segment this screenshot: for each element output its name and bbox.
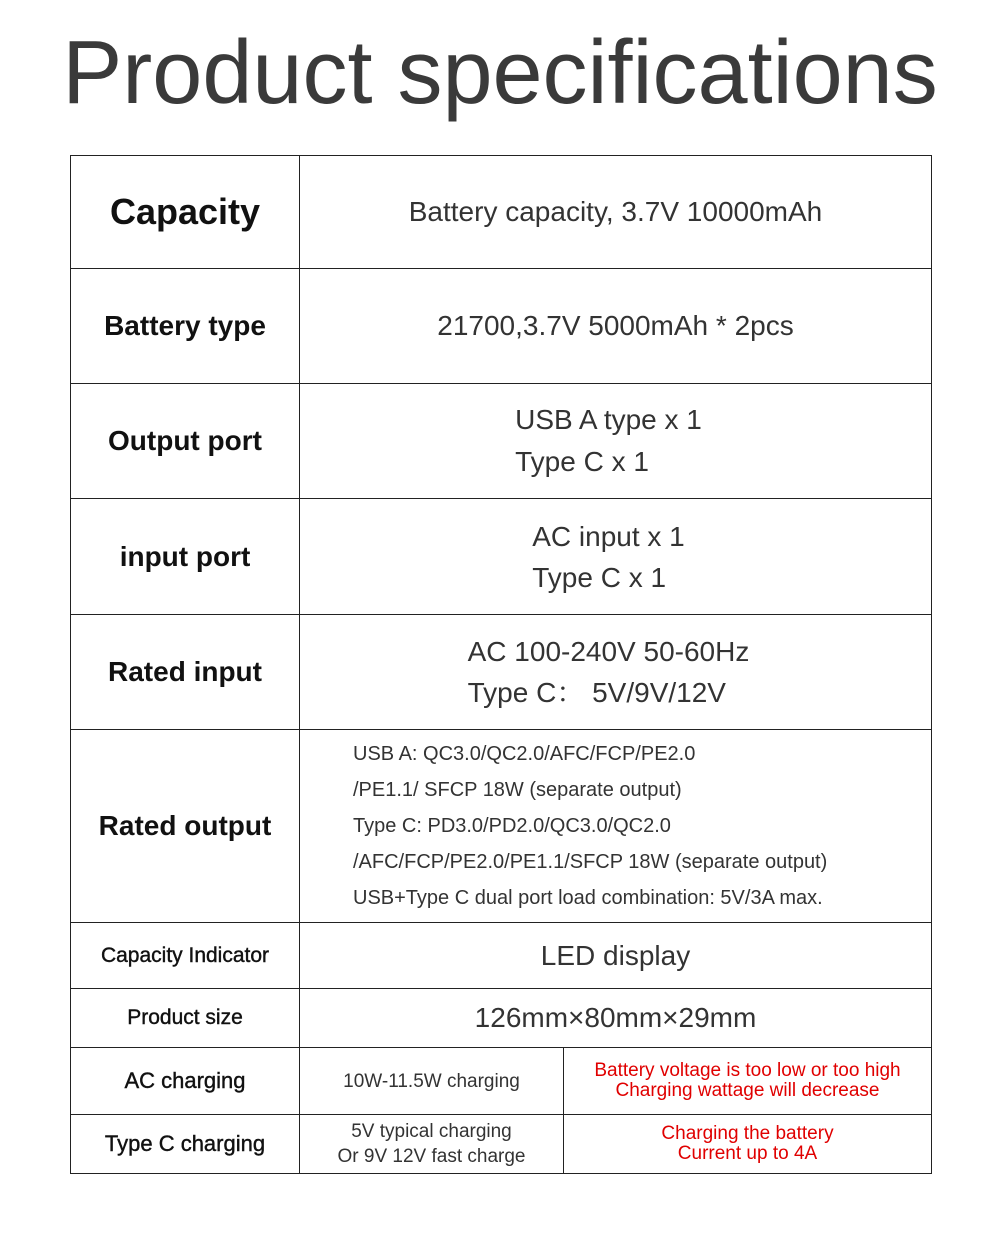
output-port-label [71, 384, 300, 499]
table-row-input-port [71, 499, 932, 615]
rated-output-line-1: USB A: QC3.0/QC2.0/AFC/FCP/PE2.0 [353, 743, 696, 765]
rated-input-label-text: Rated input [108, 656, 262, 687]
ac-charging-note-line-1: Battery voltage is too low or too high [594, 1060, 901, 1081]
capacity-value [300, 156, 932, 269]
battery-type-label [71, 269, 300, 384]
capacity-indicator-label-text: Capacity Indicator [100, 943, 270, 967]
capacity-indicator-label [71, 923, 300, 989]
ac-charging-label [71, 1048, 300, 1115]
table-row-product-size [71, 989, 932, 1048]
ac-charging-label-text: AC charging [124, 1068, 246, 1093]
table-row-ac-charging [71, 1048, 932, 1115]
type-c-charging-label [71, 1115, 300, 1174]
type-c-charging-value [300, 1115, 564, 1174]
type-c-charging-note-line-1: Charging the battery [661, 1123, 834, 1144]
battery-type-value-text: 21700,3.7V 5000mAh * 2pcs [437, 310, 794, 341]
table-row-output-port [71, 384, 932, 499]
input-port-label [71, 499, 300, 615]
rated-output-label [71, 730, 300, 923]
input-port-value [300, 499, 932, 615]
table-row-capacity [71, 156, 932, 269]
table-row-type-c-charging [71, 1115, 932, 1174]
ac-charging-note-line-2: Charging wattage will decrease [615, 1080, 880, 1101]
rated-output-line-5: USB+Type C dual port load combination: 5V/3A max. [353, 887, 823, 909]
spec-table [70, 155, 932, 1174]
input-port-lines [532, 516, 685, 598]
table-row-rated-input [71, 615, 932, 730]
output-port-line-type-c: Type C x 1 [515, 446, 649, 477]
table-row-battery-type [71, 269, 932, 384]
product-size-value-text: 126mm×80mm×29mm [474, 1002, 757, 1033]
ac-charging-note [564, 1048, 932, 1115]
type-c-charging-value-line-1: 5V typical charging [351, 1121, 512, 1142]
input-port-line-ac: AC input x 1 [532, 520, 685, 552]
page-title: Product specifications [62, 23, 938, 123]
rated-input-line-type-c: Type C： 5V/9V/12V [467, 677, 726, 708]
capacity-indicator-value-text: LED display [540, 939, 691, 971]
input-port-line-type-c: Type C x 1 [532, 561, 667, 593]
rated-output-label-text: Rated output [98, 810, 272, 841]
table-row-capacity-indicator [71, 923, 932, 989]
type-c-charging-value-line-2: Or 9V 12V fast charge [337, 1146, 526, 1167]
output-port-line-usb-a: USB A type x 1 [515, 404, 702, 435]
capacity-value-text: Battery capacity, 3.7V 10000mAh [408, 196, 823, 227]
battery-type-label-text: Battery type [104, 310, 266, 341]
rated-output-line-2: /PE1.1/ SFCP 18W (separate output) [353, 779, 682, 801]
battery-type-value [300, 269, 932, 384]
rated-output-line-4: /AFC/FCP/PE2.0/PE1.1/SFCP 18W (separate output) [353, 851, 828, 873]
type-c-charging-label-text: Type C charging [104, 1131, 266, 1156]
capacity-label [71, 156, 300, 269]
rated-input-value [300, 615, 932, 730]
product-size-value [300, 989, 932, 1048]
rated-input-line-ac: AC 100-240V 50-60Hz [467, 636, 750, 667]
ac-charging-value-text: 10W-11.5W charging [343, 1070, 520, 1092]
input-port-label-text: input port [119, 540, 251, 572]
table-row-rated-output [71, 730, 932, 923]
rated-input-label [71, 615, 300, 730]
output-port-value [300, 384, 932, 499]
product-size-label [71, 989, 300, 1048]
product-size-label-text: Product size [127, 1006, 243, 1029]
type-c-charging-note [564, 1115, 932, 1174]
output-port-lines [515, 399, 702, 483]
output-port-label-text: Output port [108, 425, 262, 456]
ac-charging-value [300, 1048, 564, 1115]
capacity-indicator-value [300, 923, 932, 989]
rated-output-line-3: Type C: PD3.0/PD2.0/QC3.0/QC2.0 [353, 815, 671, 837]
type-c-charging-note-line-2: Current up to 4A [677, 1143, 818, 1164]
rated-input-lines [468, 631, 750, 713]
capacity-label-text: Capacity [109, 191, 261, 232]
rated-output-value [300, 730, 932, 923]
